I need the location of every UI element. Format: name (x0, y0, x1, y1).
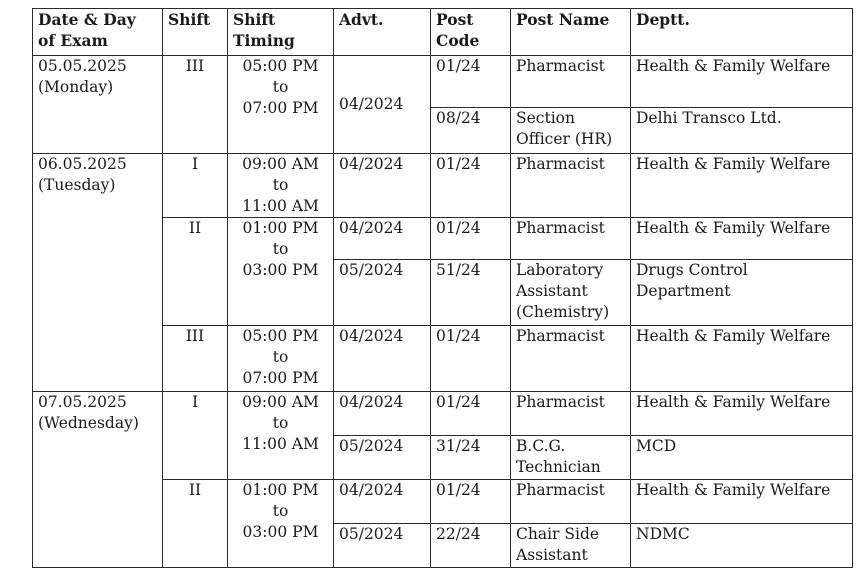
post-name-cell: Pharmacist (511, 392, 631, 436)
deptt-cell: Health & Family Welfare (631, 154, 853, 218)
deptt-cell: Health & Family Welfare (631, 392, 853, 436)
post-code-cell: 31/24 (431, 436, 511, 480)
deptt-cell: Drugs Control Department (631, 260, 853, 326)
header-date: Date & Day of Exam (33, 9, 163, 56)
header-post-code: Post Code (431, 9, 511, 56)
exam-date: 07.05.2025 (38, 393, 127, 411)
deptt-cell: MCD (631, 436, 853, 480)
shift-timing-cell (228, 218, 334, 326)
timing-start: 01:00 PM (242, 481, 319, 499)
timing-to: to (272, 348, 289, 366)
deptt-cell: Health & Family Welfare (631, 326, 853, 392)
timing-to: to (272, 502, 289, 520)
shift-cell: II (163, 218, 228, 326)
post-code-cell: 01/24 (431, 56, 511, 108)
exam-day: (Monday) (38, 78, 114, 96)
exam-date-cell (33, 392, 163, 568)
timing-end: 07:00 PM (242, 99, 319, 117)
post-name-cell: Section Officer (HR) (511, 108, 631, 154)
post-name-cell: Pharmacist (511, 154, 631, 218)
exam-date-cell (33, 56, 163, 154)
timing-start: 09:00 AM (242, 393, 319, 411)
post-name-cell: Laboratory Assistant (Chemistry) (511, 260, 631, 326)
exam-date: 05.05.2025 (38, 57, 127, 75)
post-name-cell: Chair Side Assistant (511, 524, 631, 568)
header-advt: Advt. (334, 9, 431, 56)
shift-timing-cell (228, 154, 334, 218)
advt-cell: 04/2024 (334, 218, 431, 260)
post-code-cell: 01/24 (431, 154, 511, 218)
post-name-cell: Pharmacist (511, 56, 631, 108)
shift-cell: III (163, 56, 228, 154)
advt-cell: 05/2024 (334, 436, 431, 480)
timing-start: 01:00 PM (242, 219, 319, 237)
timing-to: to (272, 78, 289, 96)
exam-day: (Wednesday) (38, 414, 139, 432)
header-post-name: Post Name (511, 9, 631, 56)
exam-date-cell (33, 154, 163, 392)
advt-cell: 04/2024 (334, 392, 431, 436)
timing-to: to (272, 240, 289, 258)
header-row (33, 9, 853, 56)
post-name-cell: Pharmacist (511, 326, 631, 392)
header-deptt: Deptt. (631, 9, 853, 56)
advt-cell: 05/2024 (334, 524, 431, 568)
timing-start: 05:00 PM (242, 327, 319, 345)
timing-end: 11:00 AM (242, 197, 319, 215)
advt-cell: 04/2024 (334, 154, 431, 218)
header-timing: Shift Timing (228, 9, 334, 56)
advt-cell: 04/2024 (334, 56, 431, 154)
advt-cell: 04/2024 (334, 480, 431, 524)
advt-cell: 04/2024 (334, 326, 431, 392)
shift-timing-cell (228, 392, 334, 480)
deptt-cell: Health & Family Welfare (631, 56, 853, 108)
deptt-cell: Health & Family Welfare (631, 480, 853, 524)
shift-cell: III (163, 326, 228, 392)
deptt-cell: Delhi Transco Ltd. (631, 108, 853, 154)
timing-end: 03:00 PM (242, 261, 319, 279)
exam-date: 06.05.2025 (38, 155, 127, 173)
timing-start: 05:00 PM (242, 57, 319, 75)
table-row (33, 56, 853, 108)
shift-cell: I (163, 154, 228, 218)
timing-to: to (272, 414, 289, 432)
post-name-cell: Pharmacist (511, 218, 631, 260)
post-code-cell: 22/24 (431, 524, 511, 568)
table-row (33, 154, 853, 218)
timing-to: to (272, 176, 289, 194)
timing-end: 07:00 PM (242, 369, 319, 387)
shift-cell: II (163, 480, 228, 568)
deptt-cell: NDMC (631, 524, 853, 568)
post-code-cell: 51/24 (431, 260, 511, 326)
post-code-cell: 01/24 (431, 326, 511, 392)
exam-schedule (32, 8, 852, 568)
post-code-cell: 01/24 (431, 480, 511, 524)
shift-timing-cell (228, 326, 334, 392)
timing-end: 11:00 AM (242, 435, 319, 453)
post-name-cell: B.C.G. Technician (511, 436, 631, 480)
post-name-cell: Pharmacist (511, 480, 631, 524)
deptt-cell: Health & Family Welfare (631, 218, 853, 260)
shift-timing-cell (228, 480, 334, 568)
post-code-cell: 08/24 (431, 108, 511, 154)
advt-cell: 05/2024 (334, 260, 431, 326)
table-row (33, 392, 853, 436)
shift-timing-cell (228, 56, 334, 154)
exam-schedule-table (32, 8, 853, 568)
post-code-cell: 01/24 (431, 392, 511, 436)
exam-day: (Tuesday) (38, 176, 116, 194)
post-code-cell: 01/24 (431, 218, 511, 260)
shift-cell: I (163, 392, 228, 480)
header-shift: Shift (163, 9, 228, 56)
timing-end: 03:00 PM (242, 523, 319, 541)
timing-start: 09:00 AM (242, 155, 319, 173)
